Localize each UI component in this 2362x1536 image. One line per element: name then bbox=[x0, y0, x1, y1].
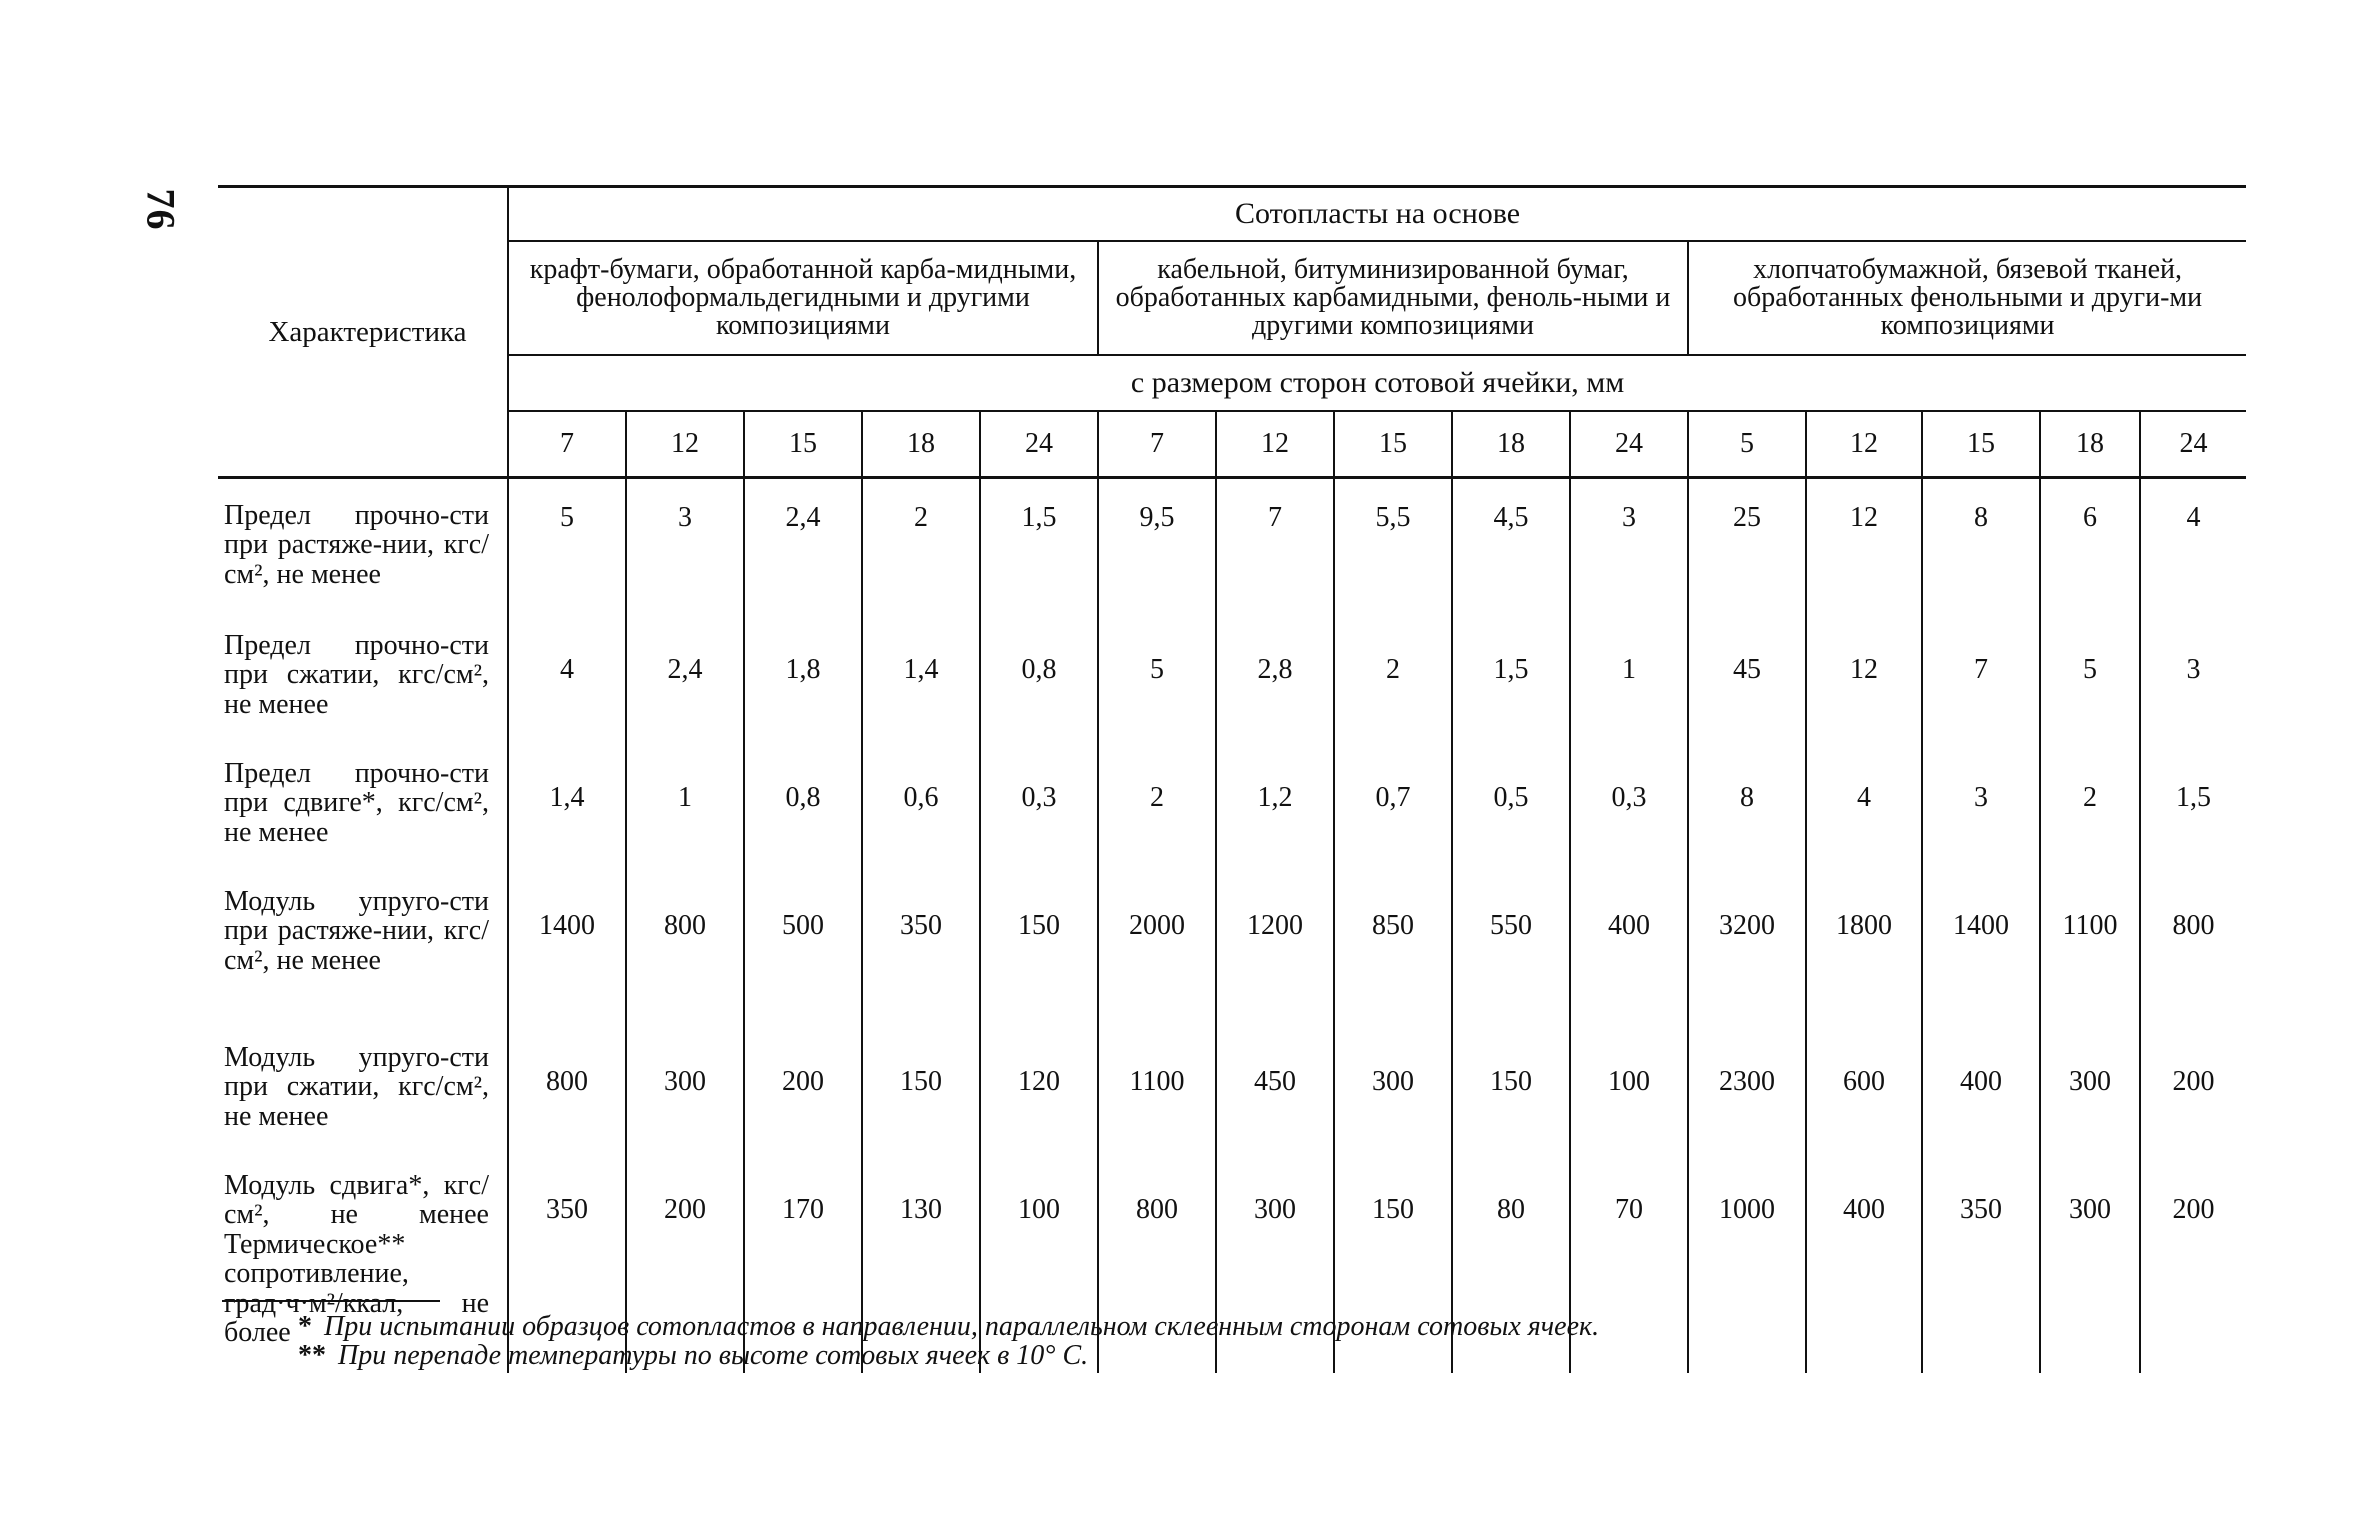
table-cell: 100 bbox=[980, 1171, 1098, 1373]
table-cell: 300 bbox=[1334, 1043, 1452, 1171]
table-cell: 7 bbox=[1216, 478, 1334, 632]
table-cell: 2 bbox=[1098, 759, 1216, 887]
honeycomb-properties-table bbox=[218, 185, 2246, 1373]
row-label: Предел прочно-сти при растяже-нии, кгс/см², не менее bbox=[218, 478, 508, 632]
table-cell: 0,7 bbox=[1334, 759, 1452, 887]
table-cell: 450 bbox=[1216, 1043, 1334, 1171]
column-header: 15 bbox=[744, 411, 862, 478]
table-cell: 1100 bbox=[1098, 1043, 1216, 1171]
table-cell: 1,5 bbox=[2140, 759, 2246, 887]
column-header: 18 bbox=[862, 411, 980, 478]
footnotes bbox=[298, 1313, 1599, 1370]
table-cell: 2,4 bbox=[626, 631, 744, 759]
table-cell: 850 bbox=[1334, 887, 1452, 1043]
table-cell: 1,8 bbox=[744, 631, 862, 759]
table-cell: 1 bbox=[626, 759, 744, 887]
table-cell: 45 bbox=[1688, 631, 1806, 759]
table-cell: 0,6 bbox=[862, 759, 980, 887]
table-cell: 1800 bbox=[1806, 887, 1922, 1043]
table-cell: 150 bbox=[980, 887, 1098, 1043]
table-cell: 300 bbox=[626, 1043, 744, 1171]
table-cell: 1,5 bbox=[980, 478, 1098, 632]
column-header: 12 bbox=[626, 411, 744, 478]
table-cell: 170 bbox=[744, 1171, 862, 1373]
table-cell: 100 bbox=[1570, 1043, 1688, 1171]
footnote-rule bbox=[222, 1300, 440, 1302]
table-cell: 400 bbox=[1922, 1043, 2040, 1171]
table-cell: 600 bbox=[1806, 1043, 1922, 1171]
group-header-kraft-paper: крафт-бумаги, обработанной карба-мидными, фенолоформальдегидными и другими композициями bbox=[508, 241, 1098, 355]
table-cell: 1400 bbox=[1922, 887, 2040, 1043]
row-label: Модуль сдвига*, кгс/см², не менее Термическое** сопротивление, град·ч·м²/ккал, не более bbox=[218, 1171, 508, 1373]
row-label: Модуль упруго-сти при растяже-нии, кгс/см², не менее bbox=[218, 887, 508, 1043]
column-header: 5 bbox=[1688, 411, 1806, 478]
table-cell: 1,2 bbox=[1216, 759, 1334, 887]
column-header: 15 bbox=[1334, 411, 1452, 478]
table-cell: 80 bbox=[1452, 1171, 1570, 1373]
table-cell: 2,8 bbox=[1216, 631, 1334, 759]
table-cell: 8 bbox=[1688, 759, 1806, 887]
table-row bbox=[218, 759, 2246, 887]
footnote-1 bbox=[298, 1313, 1599, 1342]
table-cell: 6 bbox=[2040, 478, 2140, 632]
table-cell: 0,8 bbox=[980, 631, 1098, 759]
table-cell: 1100 bbox=[2040, 887, 2140, 1043]
cell-size-header: с размером сторон сотовой ячейки, мм bbox=[508, 355, 2246, 411]
row-label: Модуль упруго-сти при сжатии, кгс/см², не менее bbox=[218, 1043, 508, 1171]
table-cell: 400 bbox=[1806, 1171, 1922, 1373]
table-cell: 3 bbox=[2140, 631, 2246, 759]
column-header: 7 bbox=[508, 411, 626, 478]
table-row bbox=[218, 478, 2246, 632]
table-cell: 3 bbox=[626, 478, 744, 632]
table-cell: 2000 bbox=[1098, 887, 1216, 1043]
table-cell: 5,5 bbox=[1334, 478, 1452, 632]
table-cell: 70 bbox=[1570, 1171, 1688, 1373]
table-cell: 200 bbox=[744, 1043, 862, 1171]
column-header: 7 bbox=[1098, 411, 1216, 478]
table-cell: 25 bbox=[1688, 478, 1806, 632]
table-cell: 350 bbox=[546, 1194, 588, 1225]
table-cell: 3 bbox=[1570, 478, 1688, 632]
column-header: 18 bbox=[1452, 411, 1570, 478]
table-cell: 1,4 bbox=[549, 782, 585, 813]
table-cell: 3 bbox=[1922, 759, 2040, 887]
table-cell: 0,3 bbox=[1570, 759, 1688, 887]
table-cell: 800 bbox=[2140, 887, 2246, 1043]
row-label: Предел прочно-сти при сдвиге*, кгс/см², не менее bbox=[218, 759, 508, 887]
table-cell: 8 bbox=[1922, 478, 2040, 632]
table-cell: 7 bbox=[1922, 631, 2040, 759]
table-row bbox=[218, 887, 2246, 1043]
footnote-2-mark: ** bbox=[298, 1339, 326, 1371]
table-cell: 350 bbox=[862, 887, 980, 1043]
group-header-cable-paper: кабельной, битуминизированной бумаг, обработанных карбамидными, феноль-ными и другими композициями bbox=[1098, 241, 1688, 355]
table-cell: 300 bbox=[2040, 1043, 2140, 1171]
table-cell: 3200 bbox=[1688, 887, 1806, 1043]
footnote-2-text: При перепаде температуры по высоте сотовых ячеек в 10° С. bbox=[338, 1339, 1089, 1371]
column-header: 12 bbox=[1216, 411, 1334, 478]
table-cell: 2,4 bbox=[744, 478, 862, 632]
table-body bbox=[218, 478, 2246, 1374]
footnote-1-mark: * bbox=[298, 1311, 312, 1342]
table-cell: 5 bbox=[2040, 631, 2140, 759]
table-cell: 2 bbox=[2040, 759, 2140, 887]
table-cell: 200 bbox=[626, 1171, 744, 1373]
row-label: Предел прочно-сти при сжатии, кгс/см², не менее bbox=[218, 631, 508, 759]
column-header: 24 bbox=[980, 411, 1098, 478]
table-cell: 12 bbox=[1806, 631, 1922, 759]
table-cell: 800 bbox=[1098, 1171, 1216, 1373]
table-cell: 150 bbox=[1334, 1171, 1452, 1373]
table-cell: 0,3 bbox=[980, 759, 1098, 887]
column-header: 18 bbox=[2040, 411, 2140, 478]
table-cell: 2 bbox=[1334, 631, 1452, 759]
table-cell: 150 bbox=[1452, 1043, 1570, 1171]
table-cell: 2 bbox=[862, 478, 980, 632]
table-cell: 4 bbox=[2140, 478, 2246, 632]
column-headers bbox=[218, 411, 2246, 478]
table-cell: 400 bbox=[1570, 887, 1688, 1043]
column-header: 24 bbox=[1570, 411, 1688, 478]
table-row bbox=[218, 1043, 2246, 1171]
table-cell: 1200 bbox=[1216, 887, 1334, 1043]
table-row bbox=[218, 631, 2246, 759]
footnote-1-text: При испытании образцов сотопластов в направлении, параллельном склеенным сторонам сотовых ячеек. bbox=[324, 1311, 1600, 1342]
table-cell: 1,5 bbox=[1452, 631, 1570, 759]
table-cell: 2300 bbox=[1688, 1043, 1806, 1171]
table-cell: 550 bbox=[1452, 887, 1570, 1043]
table-cell: 350 bbox=[1922, 1171, 2040, 1373]
table-cell: 150 bbox=[862, 1043, 980, 1171]
table-cell: 1400 bbox=[539, 910, 595, 941]
table-cell: 5 bbox=[1098, 631, 1216, 759]
group-header-cotton-fabric: хлопчатобумажной, бязевой тканей, обработанных фенольными и други-ми композициями bbox=[1688, 241, 2246, 355]
table-cell: 200 bbox=[2140, 1171, 2246, 1373]
table-cell: 0,5 bbox=[1452, 759, 1570, 887]
table-cell: 4 bbox=[560, 654, 574, 685]
column-header: 12 bbox=[1806, 411, 1922, 478]
table-cell: 12 bbox=[1806, 478, 1922, 632]
table-cell: 800 bbox=[626, 887, 744, 1043]
table-cell: 300 bbox=[1216, 1171, 1334, 1373]
table-cell: 130 bbox=[862, 1171, 980, 1373]
table-cell: 0,8 bbox=[744, 759, 862, 887]
table-cell: 1 bbox=[1570, 631, 1688, 759]
table-cell: 800 bbox=[546, 1066, 588, 1097]
table-cell: 500 bbox=[744, 887, 862, 1043]
page-number: 76 bbox=[138, 188, 184, 231]
column-header: 24 bbox=[2140, 411, 2246, 478]
super-header: Сотопласты на основе bbox=[508, 187, 2246, 242]
table-cell: 4,5 bbox=[1452, 478, 1570, 632]
table-cell: 1000 bbox=[1688, 1171, 1806, 1373]
table-cell: 9,5 bbox=[1098, 478, 1216, 632]
table-cell: 120 bbox=[980, 1043, 1098, 1171]
table-cell: 4 bbox=[1806, 759, 1922, 887]
table-cell: 1,4 bbox=[862, 631, 980, 759]
table-cell: 200 bbox=[2140, 1043, 2246, 1171]
table-cell: 5 bbox=[560, 502, 574, 533]
table-cell: 300 bbox=[2040, 1171, 2140, 1373]
row-header: Характеристика bbox=[218, 187, 508, 478]
column-header: 15 bbox=[1922, 411, 2040, 478]
footnote-2 bbox=[298, 1339, 1599, 1371]
